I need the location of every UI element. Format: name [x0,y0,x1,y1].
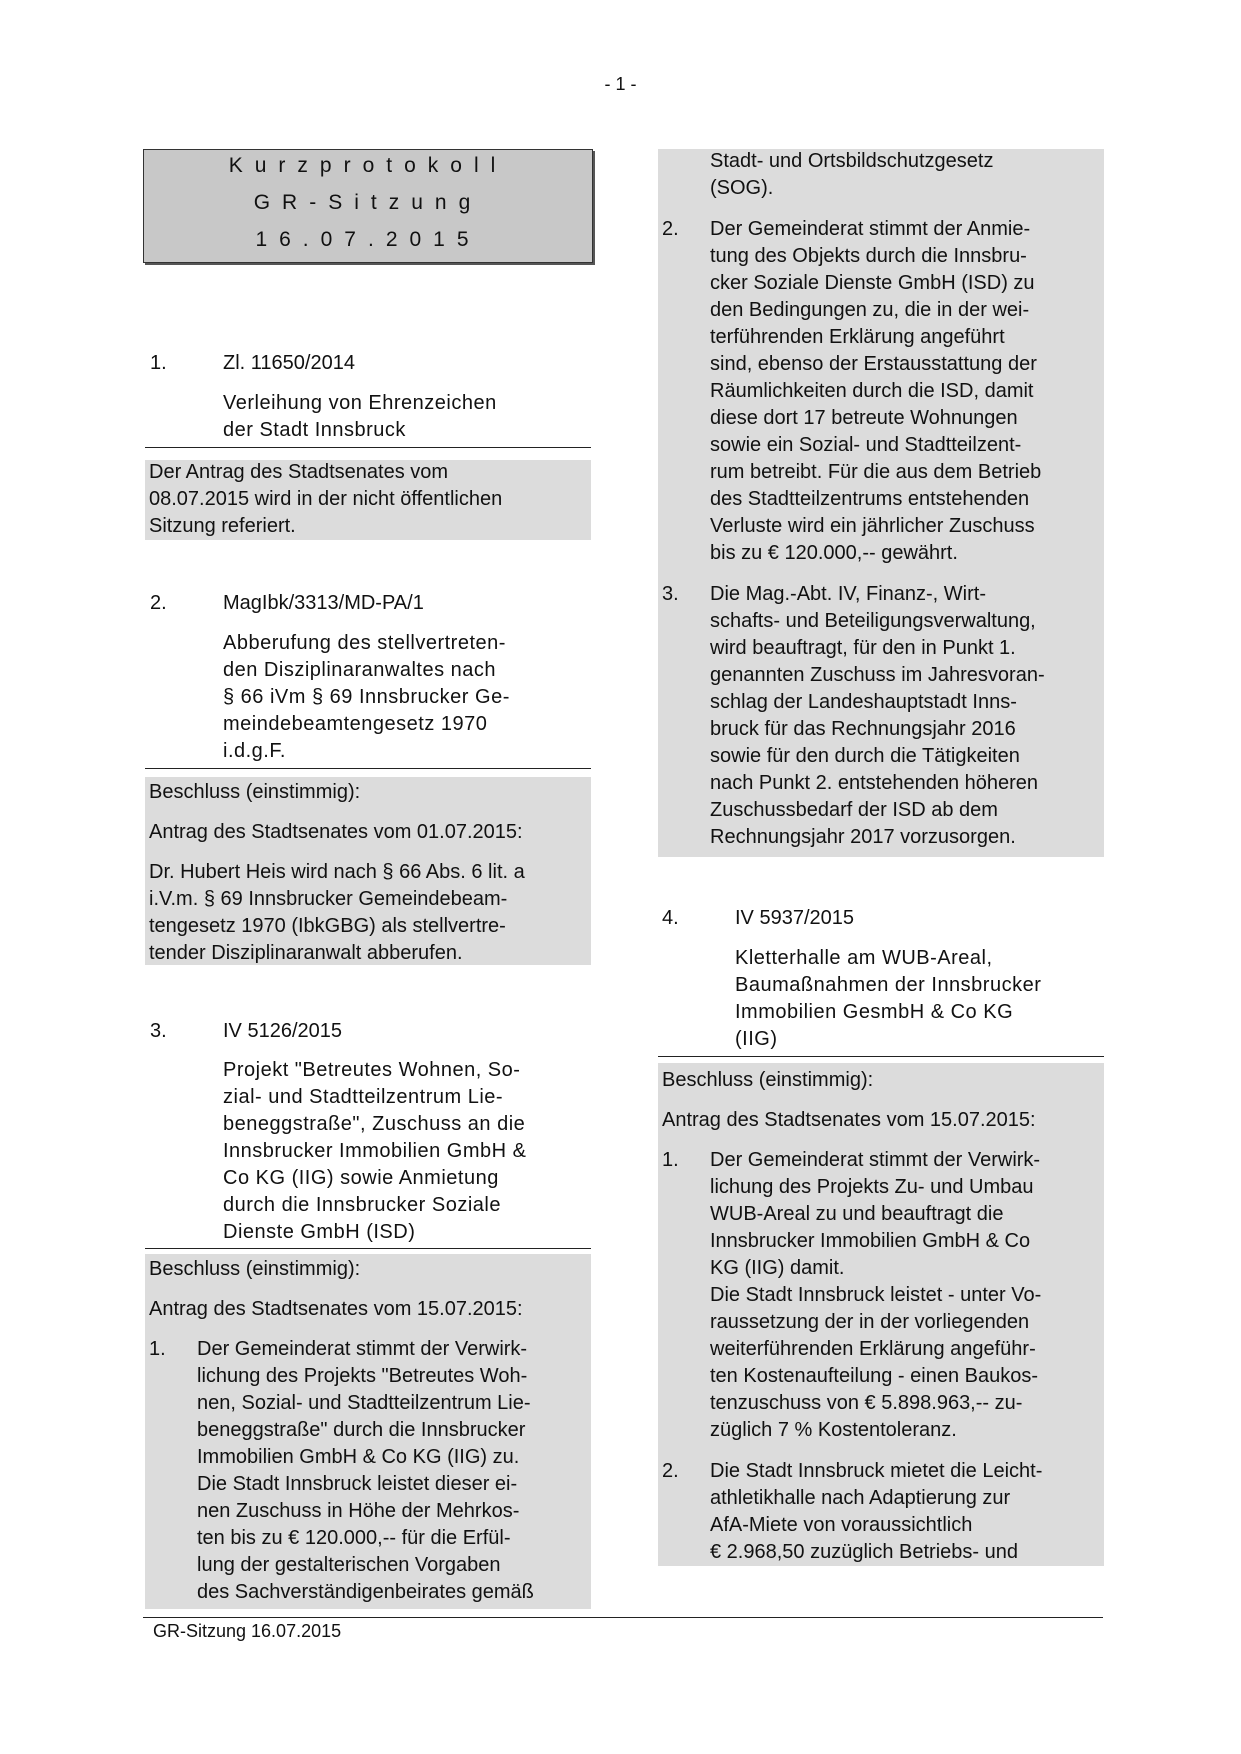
point-text-line: Die Stadt Innsbruck mietet die Leicht- [710,1460,1043,1482]
point-text-line: schlag der Landeshauptstadt Inns- [710,691,1017,713]
point-text-line: züglich 7 % Kostentoleranz. [710,1419,957,1441]
decision-text-line: i.V.m. § 69 Innsbrucker Gemeindebeam- [149,888,508,910]
divider [145,768,591,769]
point-text-line: Der Gemeinderat stimmt der Verwirk- [197,1338,528,1360]
item-subject-line: Verleihung von Ehrenzeichen [223,392,497,414]
session-date: 16.07.2015 [255,228,481,251]
motion-label: Antrag des Stadtsenates vom 15.07.2015: [662,1109,1036,1131]
item-reference: IV 5937/2015 [735,907,854,929]
point-text-line: Der Gemeinderat stimmt der Anmie- [710,218,1031,240]
item-subject-line: durch die Innsbrucker Soziale [223,1194,501,1216]
point-text-line: bruck für das Rechnungsjahr 2016 [710,718,1016,740]
point-text-line: Stadt- und Ortsbildschutzgesetz [710,150,994,172]
point-text-line: raussetzung der in der vorliegenden [710,1311,1030,1333]
item-reference: MagIbk/3313/MD-PA/1 [223,592,424,614]
divider [145,1248,591,1249]
item-number: 3. [150,1020,167,1042]
point-text-line: (SOG). [710,177,774,199]
point-text-line: des Sachverständigenbeirates gemäß [197,1581,534,1603]
decision-label: Beschluss (einstimmig): [149,781,361,803]
item-reference: IV 5126/2015 [223,1020,342,1042]
item-number: 2. [150,592,167,614]
point-text-line: sowie ein Sozial- und Stadtteilzent- [710,434,1022,456]
item-subject-line: § 66 iVm § 69 Innsbrucker Ge- [223,686,510,708]
point-text-line: des Stadtteilzentrums entstehenden [710,488,1030,510]
point-text-line: Innsbrucker Immobilien GmbH & Co [710,1230,1031,1252]
point-text-line: sind, ebenso der Erstausstattung der [710,353,1037,375]
point-text-line: lung der gestalterischen Vorgaben [197,1554,501,1576]
point-text-line: Immobilien GmbH & Co KG (IIG) zu. [197,1446,520,1468]
footer-text: GR-Sitzung 16.07.2015 [153,1621,342,1641]
point-number: 1. [149,1338,166,1360]
item-subject-line: beneggstraße", Zuschuss an die [223,1113,526,1135]
decision-text-line: Dr. Hubert Heis wird nach § 66 Abs. 6 lit. a [149,861,525,883]
point-number: 2. [662,1460,679,1482]
point-text-line: schafts- und Beteiligungsverwaltung, [710,610,1036,632]
item-subject-line: meindebeamtengesetz 1970 [223,713,488,735]
point-text-line: diese dort 17 betreute Wohnungen [710,407,1018,429]
item-subject-line: Dienste GmbH (ISD) [223,1221,416,1243]
item-subject-line: den Disziplinaranwaltes nach [223,659,497,681]
item-subject-line: Innsbrucker Immobilien GmbH & [223,1140,527,1162]
point-text-line: € 2.968,50 zuzüglich Betriebs- und [710,1541,1018,1563]
point-text-line: athletikhalle nach Adaptierung zur [710,1487,1011,1509]
item-subject-line: Baumaßnahmen der Innsbrucker [735,974,1042,996]
point-text-line: nen, Sozial- und Stadtteilzentrum Lie- [197,1392,531,1414]
item-reference: Zl. 11650/2014 [223,352,355,374]
point-text-line: den Bedingungen zu, die in der wei- [710,299,1030,321]
decision-text-line: Der Antrag des Stadtsenates vom [149,461,449,483]
item-subject-line: Immobilien GesmbH & Co KG [735,1001,1014,1023]
point-text-line: KG (IIG) damit. [710,1257,845,1279]
title-box [143,149,593,263]
point-text-line: lichung des Projekts Zu- und Umbau [710,1176,1034,1198]
footer-divider [143,1617,1103,1618]
point-text-line: Die Mag.-Abt. IV, Finanz-, Wirt- [710,583,986,605]
point-text-line: WUB-Areal zu und beauftragt die [710,1203,1004,1225]
point-text-line: sowie für den durch die Tätigkeiten [710,745,1020,767]
point-text-line: weiterführenden Erklärung angeführ- [710,1338,1036,1360]
point-text-line: terführenden Erklärung angeführt [710,326,1005,348]
page-number: - 1 - [604,74,637,94]
point-text-line: Die Stadt Innsbruck leistet dieser ei- [197,1473,518,1495]
point-text-line: ten bis zu € 120.000,-- für die Erfül- [197,1527,511,1549]
motion-label: Antrag des Stadtsenates vom 15.07.2015: [149,1298,523,1320]
item-subject-line: Abberufung des stellvertreten- [223,632,506,654]
point-text-line: Der Gemeinderat stimmt der Verwirk- [710,1149,1041,1171]
point-text-line: nen Zuschuss in Höhe der Mehrkos- [197,1500,520,1522]
point-text-line: genannten Zuschuss im Jahresvoran- [710,664,1045,686]
item-number: 4. [662,907,679,929]
point-number: 3. [662,583,679,605]
decision-label: Beschluss (einstimmig): [149,1258,361,1280]
divider [658,1056,1104,1057]
point-text-line: tung des Objekts durch die Innsbru- [710,245,1027,267]
item-subject-line: i.d.g.F. [223,740,286,762]
point-text-line: beneggstraße" durch die Innsbrucker [197,1419,526,1441]
point-text-line: Räumlichkeiten durch die ISD, damit [710,380,1034,402]
motion-label: Antrag des Stadtsenates vom 01.07.2015: [149,821,523,843]
decision-text-line: tengesetz 1970 (IbkGBG) als stellvertre- [149,915,506,937]
point-text-line: AfA-Miete von voraussichtlich [710,1514,973,1536]
decision-text-line: tender Disziplinaranwalt abberufen. [149,942,463,964]
point-text-line: rum betreibt. Für die aus dem Betrieb [710,461,1042,483]
item-subject-line: (IIG) [735,1028,778,1050]
item-subject-line: Co KG (IIG) sowie Anmietung [223,1167,499,1189]
decision-label: Beschluss (einstimmig): [662,1069,874,1091]
point-number: 2. [662,218,679,240]
item-subject-line: zial- und Stadtteilzentrum Lie- [223,1086,504,1108]
decision-text-line: 08.07.2015 wird in der nicht öffentlichen [149,488,503,510]
point-text-line: lichung des Projekts "Betreutes Woh- [197,1365,528,1387]
point-text-line: wird beauftragt, für den in Punkt 1. [710,637,1016,659]
point-text-line: Die Stadt Innsbruck leistet - unter Vo- [710,1284,1042,1306]
point-text-line: Rechnungsjahr 2017 vorzusorgen. [710,826,1016,848]
point-text-line: tenzuschuss von € 5.898.963,-- zu- [710,1392,1023,1414]
item-number: 1. [150,352,167,374]
point-text-line: Verluste wird ein jährlicher Zuschuss [710,515,1035,537]
point-number: 1. [662,1149,679,1171]
point-text-line: cker Soziale Dienste GmbH (ISD) zu [710,272,1035,294]
item-subject-line: Projekt "Betreutes Wohnen, So- [223,1059,521,1081]
point-text-line: Zuschussbedarf der ISD ab dem [710,799,998,821]
point-text-line: ten Kostenaufteilung - einen Baukos- [710,1365,1038,1387]
point-text-line: bis zu € 120.000,-- gewährt. [710,542,958,564]
item-subject-line: Kletterhalle am WUB-Areal, [735,947,993,969]
document-title: Kurzprotokoll [228,154,508,177]
decision-text-line: Sitzung referiert. [149,515,296,537]
session-title: GR-Sitzung [253,191,483,214]
item-subject-line: der Stadt Innsbruck [223,419,406,441]
divider [145,447,591,448]
point-text-line: nach Punkt 2. entstehenden höheren [710,772,1039,794]
